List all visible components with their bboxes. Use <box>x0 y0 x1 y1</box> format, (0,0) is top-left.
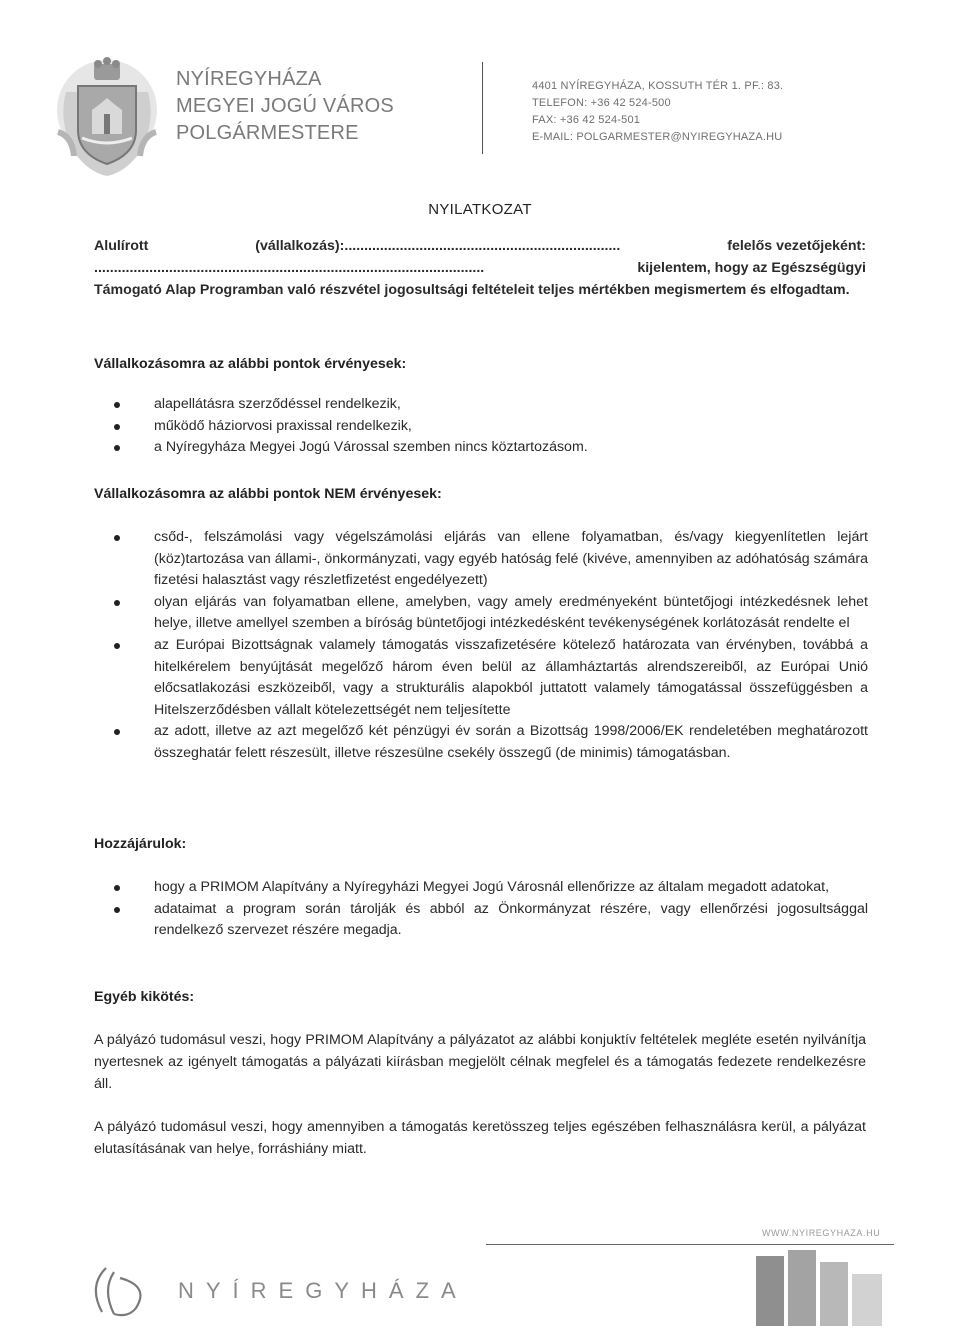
other-paragraph-2: A pályázó tudomásul veszi, hogy amennyiben a támogatás keretösszeg teljes egészében felhasználásra kerül, a pályázat elutasításának van helye, forráshiány miatt. <box>94 1119 866 1157</box>
contact-address: 4401 NYÍREGYHÁZA, KOSSUTH TÉR 1. PF.: 83. <box>532 80 784 92</box>
company-blank: (vállalkozás):...................................................................... <box>255 238 621 254</box>
list-item: az Európai Bizottságnak valamely támogatás visszafizetésére kötelező határozata van érvényben, továbbá a hitelkérelem benyújtását megelőző három éven belül az államháztartás alrendszereiből, az Európai Unió előcsatlakozási eszközeiből, vagy a strukturális alapokból juttatott valamely támogatással összefüggésben a Hitelszerződésben vállalt kötelezettségét nem teljesítette <box>112 635 868 721</box>
other-heading: Egyéb kikötés: <box>94 989 195 1005</box>
list-item: hogy a PRIMOM Alapítvány a Nyíregyházi Megyei Jogú Városnál ellenőrizze az általam megadott adatokat, <box>112 877 868 899</box>
consent-list <box>112 877 868 942</box>
intro-rest: Támogató Alap Programban való részvétel jogosultsági feltételeit teljes mértékben megismertem és elfogadtam. <box>94 282 850 298</box>
city-mark-icon <box>84 1262 154 1322</box>
footer-divider <box>486 1244 894 1245</box>
bullet-icon <box>114 535 120 541</box>
footer-decoration <box>756 1250 888 1326</box>
bullet-icon <box>114 643 120 649</box>
org-name-line: POLGÁRMESTERE <box>176 122 359 144</box>
contact-phone: TELEFON: +36 42 524-500 <box>532 97 671 109</box>
bullet-icon <box>114 907 120 913</box>
document-title: NYILATKOZAT <box>428 201 532 218</box>
header-divider <box>482 62 483 154</box>
list-item: a Nyíregyháza Megyei Jogú Várossal szemben nincs köztartozásom. <box>112 437 868 459</box>
bullet-icon <box>114 885 120 891</box>
list-item: adataimat a program során tárolják és abból az Önkormányzat részére, vagy ellenőrzési jogosultsággal rendelkező szervezet részére megadja. <box>112 899 868 942</box>
list-item: az adott, illetve az azt megelőző két pénzügyi év során a Bizottság 1998/2006/EK rendeletében meghatározott összeghatár felett részesült, illetve részesülne csekély összegű (de minimis) támogatásban. <box>112 721 868 764</box>
bullet-icon <box>114 402 120 408</box>
bullet-icon <box>114 424 120 430</box>
list-item: alapellátásra szerződéssel rendelkezik, <box>112 394 868 416</box>
intro-role: felelős vezetőjeként: <box>727 238 866 254</box>
bullet-icon <box>114 445 120 451</box>
bullet-icon <box>114 729 120 735</box>
contact-fax: FAX: +36 42 524-501 <box>532 114 641 126</box>
consent-heading: Hozzájárulok: <box>94 836 187 852</box>
list-item: csőd-, felszámolási vagy végelszámolási eljárás van ellene folyamatban, és/vagy kiegyenlítetlen lejárt (köz)tartozása van állami-, önkormányzati, vagy egyéb hatóság felé (kivéve, amennyiben az adóhatóság számára fizetési halasztást vagy részletfizetést engedélyezett) <box>112 527 868 592</box>
intro-label: Alulírott <box>94 238 149 254</box>
contact-email: E-MAIL: POLGARMESTER@NYIREGYHAZA.HU <box>532 131 783 143</box>
intro-statement: kijelentem, hogy az Egészségügyi <box>637 260 866 276</box>
intro-paragraph <box>94 235 866 301</box>
org-name-line: NYÍREGYHÁZA <box>176 68 322 90</box>
valid-list <box>112 394 868 459</box>
list-item: működő háziorvosi praxissal rendelkezik, <box>112 416 868 438</box>
footer-url: WWW.NYIREGYHAZA.HU <box>762 1228 881 1238</box>
other-paragraph-1: A pályázó tudomásul veszi, hogy PRIMOM Alapítvány a pályázatot az alábbi konjuktív feltételek megléte esetén nyilvánítja nyertesnek az igényelt támogatás a pályázati kiírásban megjelölt célnak megfelel és a támogatás fedezete rendelkezésre áll. <box>94 1032 866 1092</box>
footer-city-name: NYÍREGYHÁZA <box>178 1278 468 1303</box>
org-name-line: MEGYEI JOGÚ VÁROS <box>176 95 394 117</box>
name-blank: ................................................................................................... <box>94 260 485 276</box>
not-valid-heading: Vállalkozásomra az alábbi pontok NEM érvényesek: <box>94 486 442 502</box>
not-valid-list <box>112 527 868 765</box>
bullet-icon <box>114 600 120 606</box>
city-crest-logo <box>52 52 162 182</box>
valid-heading: Vállalkozásomra az alábbi pontok érvényesek: <box>94 356 407 372</box>
list-item: olyan eljárás van folyamatban ellene, amelyben, vagy amely eredményeként büntetőjogi intézkedésnek lehet helye, illetve amellyel szemben a bíróság büntetőjogi intézkedésként tevékenységének korlátozását rendelte el <box>112 592 868 635</box>
